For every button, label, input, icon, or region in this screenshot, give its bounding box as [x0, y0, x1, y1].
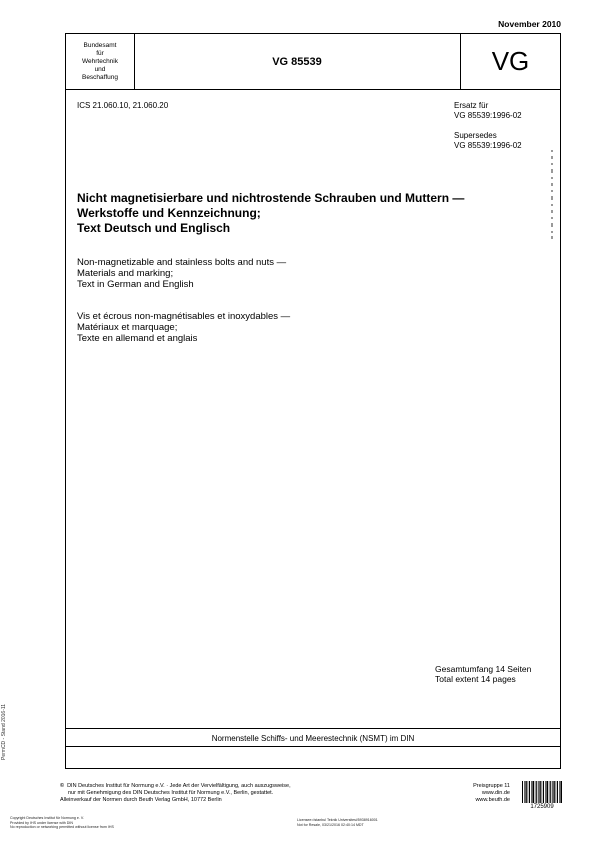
document-frame	[65, 33, 561, 769]
copyright-line: nur mit Genehmigung des DIN Deutsches Institut für Normung e.V., Berlin, gestattet.	[68, 790, 274, 796]
title-german	[77, 191, 557, 236]
barcode	[522, 781, 562, 803]
title-line: Text Deutsch und Englisch	[77, 221, 231, 235]
page-extent	[435, 664, 531, 684]
title-line: Nicht magnetisierbare und nichtrostende Schrauben und Muttern —	[77, 191, 465, 205]
barcode-number: 1725909	[530, 804, 554, 810]
series-mark: VG	[491, 46, 530, 76]
committee-bottom-divider	[66, 746, 560, 747]
authority-line: Bundesamt	[83, 41, 117, 49]
copyright-symbol: ©	[60, 783, 65, 789]
ersatz-label: Ersatz für	[454, 101, 489, 110]
issue-date: November 2010	[498, 19, 561, 29]
title-line: Non-magnetizable and stainless bolts and nuts —	[77, 257, 287, 268]
title-line: Materials and marking;	[77, 268, 174, 279]
extent-german: Gesamtumfang 14 Seiten	[435, 664, 532, 674]
authority-line: Wehrtechnik	[81, 57, 118, 65]
licensee-notice	[297, 818, 378, 827]
copyright-notice	[60, 783, 291, 804]
licensee-line: Licensee=Istanbul Teknik Universitesi/5938916001	[297, 818, 378, 822]
title-line: Vis et écrous non-magnétisables et inoxydables —	[77, 311, 291, 322]
side-margin-text: PermCD - Stand 2016-11	[1, 703, 7, 760]
authority-line: Beschaffung	[81, 73, 119, 81]
copyright-line: DIN Deutsches Institut für Normung e.V. · Jede Art der Vervielfältigung, auch auszugsweise,	[67, 783, 291, 789]
title-line: Matériaux et marquage;	[77, 322, 178, 333]
extent-english: Total extent 14 pages	[435, 674, 516, 684]
ersatz-reference: VG 85539:1996-02	[454, 111, 522, 120]
issuing-authority	[66, 34, 134, 89]
authority-line: für	[96, 49, 104, 57]
title-line: Texte en allemand et anglais	[77, 333, 198, 344]
title-french	[77, 311, 290, 344]
title-line: Werkstoffe und Kennzeichnung;	[77, 206, 261, 220]
standards-committee: Normenstelle Schiffs- und Meerestechnik (NSMT) im DIN	[211, 734, 415, 743]
replacement-info	[454, 101, 522, 151]
din-website-link[interactable]: www.din.de	[481, 790, 510, 796]
title-line: Text in German and English	[77, 279, 194, 290]
authority-line: und	[94, 65, 106, 73]
header-divider	[66, 89, 560, 90]
supersedes-label: Supersedes	[454, 131, 497, 140]
ics-codes: ICS 21.060.10, 21.060.20	[77, 101, 169, 110]
license-notice	[10, 816, 114, 830]
license-line: Copyright Deutsches Institut für Normung e. V.	[10, 816, 84, 820]
title-english	[77, 257, 286, 290]
licensee-line: Not for Resale, 03/21/2016 02:40:14 MDT	[297, 822, 364, 827]
license-line: Provided by IHS under license with DIN	[10, 820, 73, 825]
supersedes-reference: VG 85539:1996-02	[454, 141, 522, 150]
price-group: Preisgruppe 11	[473, 783, 510, 789]
committee-top-divider	[66, 728, 560, 729]
document-number: VG 85539	[272, 55, 322, 68]
price-info	[452, 783, 510, 804]
license-line: No reproduction or networking permitted without license from IHS	[10, 825, 114, 829]
watermark-strip	[548, 150, 556, 240]
copyright-line: Alleinverkauf der Normen durch Beuth Verlag GmbH, 10772 Berlin	[60, 797, 222, 803]
beuth-website-link[interactable]: www.beuth.de	[475, 797, 510, 803]
